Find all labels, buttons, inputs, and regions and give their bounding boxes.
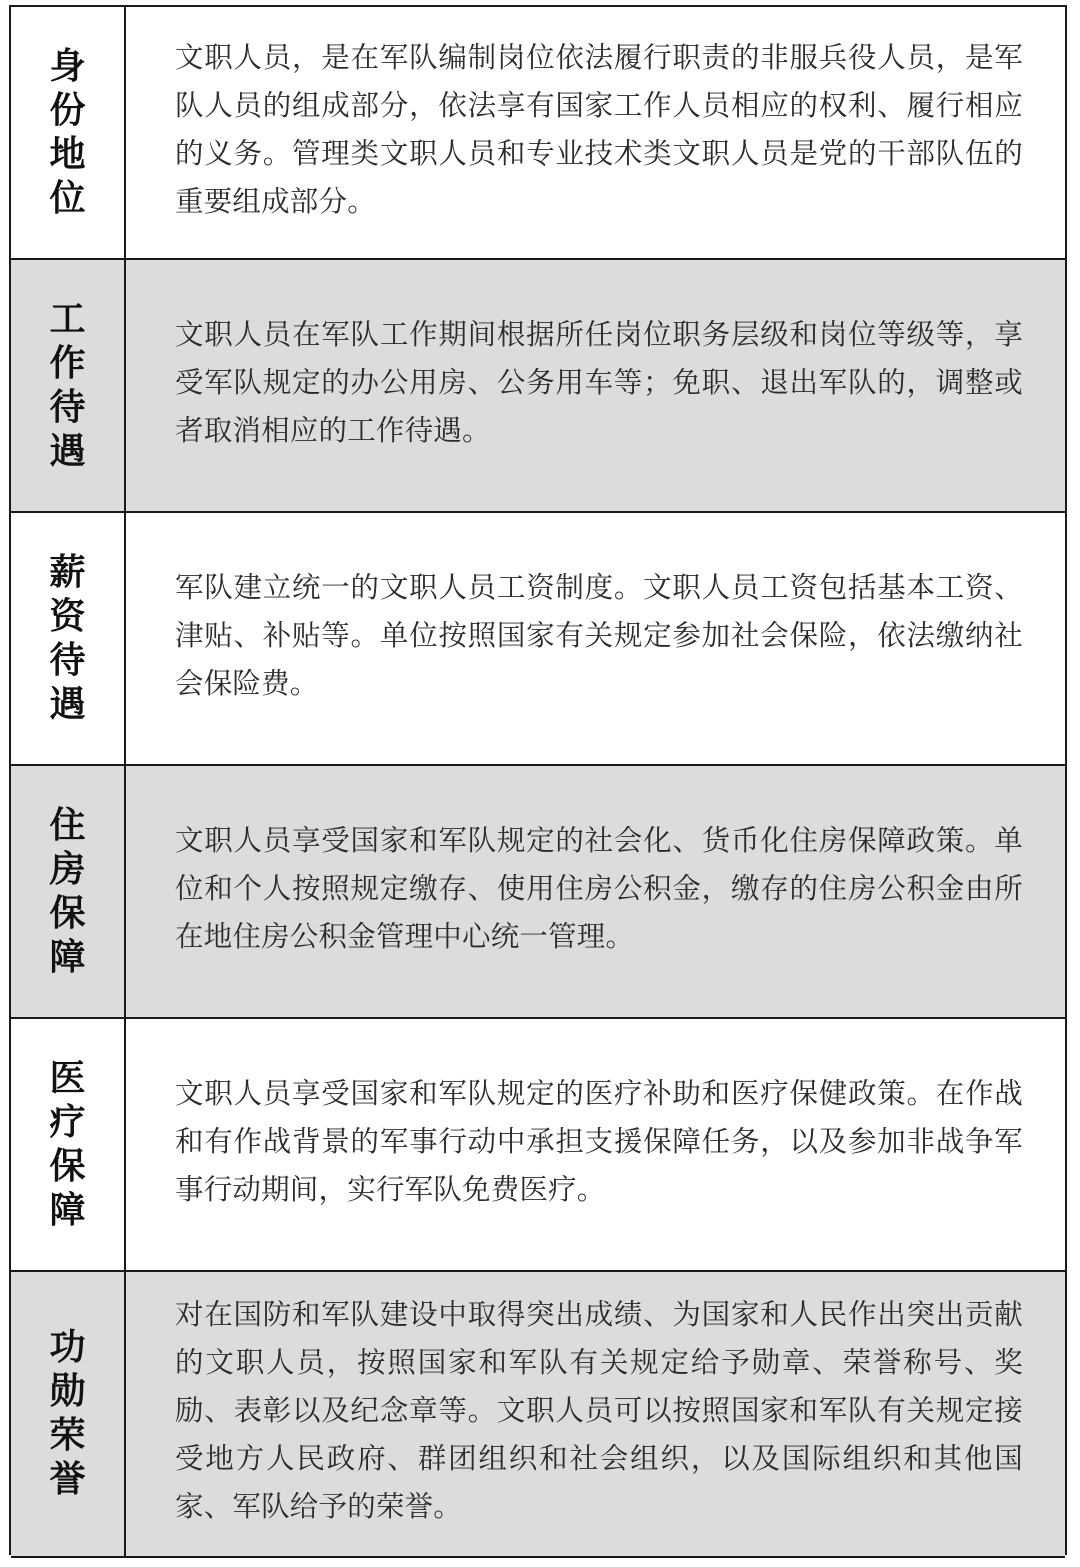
row-content-cell	[126, 513, 1065, 764]
row-label-cell	[11, 1019, 126, 1270]
row-content: 对在国防和军队建设中取得突出成绩、为国家和人民作出突出贡献的文职人员，按照国家和军队有关规定给予勋章、荣誉称号、奖励、表彰以及纪念章等。文职人员可以按照国家和军队有关规定接受地方人民政府、群团组织和社会组织，以及国际组织和其他国家、军队给予的荣誉。	[175, 1298, 1023, 1523]
row-label: 身份地位	[49, 45, 86, 219]
row-content-cell	[126, 7, 1065, 258]
table-row-work-benefits	[11, 260, 1065, 513]
row-label: 工作待遇	[49, 298, 86, 472]
row-content-cell	[126, 260, 1065, 511]
row-content-cell	[126, 766, 1065, 1017]
row-content-cell	[126, 1272, 1065, 1556]
table-row-identity	[11, 7, 1065, 260]
row-content: 文职人员享受国家和军队规定的医疗补助和医疗保健政策。在作战和有作战背景的军事行动中承担支援保障任务，以及参加非战争军事行动期间，实行军队免费医疗。	[175, 1076, 1023, 1206]
row-label-cell	[11, 513, 126, 764]
table-row-honors	[11, 1272, 1065, 1558]
row-label-cell	[11, 766, 126, 1017]
row-label: 医疗保障	[49, 1057, 86, 1231]
row-content-cell	[126, 1019, 1065, 1270]
row-label-cell	[11, 260, 126, 511]
row-content: 军队建立统一的文职人员工资制度。文职人员工资包括基本工资、津贴、补贴等。单位按照国家有关规定参加社会保险，依法缴纳社会保险费。	[175, 570, 1023, 700]
table-row-salary	[11, 513, 1065, 766]
table-row-housing	[11, 766, 1065, 1019]
row-label: 住房保障	[49, 804, 86, 978]
row-label-cell	[11, 7, 126, 258]
table-row-medical	[11, 1019, 1065, 1272]
row-content: 文职人员，是在军队编制岗位依法履行职责的非服兵役人员，是军队人员的组成部分，依法享有国家工作人员相应的权利、履行相应的义务。管理类文职人员和专业技术类文职人员是党的干部队伍的重要组成部分。	[175, 40, 1023, 218]
policy-table	[9, 5, 1067, 1555]
row-label-cell	[11, 1272, 126, 1556]
row-content: 文职人员在军队工作期间根据所任岗位职务层级和岗位等级等，享受军队规定的办公用房、公务用车等；免职、退出军队的，调整或者取消相应的工作待遇。	[175, 317, 1023, 447]
row-label: 功勋荣誉	[49, 1327, 86, 1500]
row-content: 文职人员享受国家和军队规定的社会化、货币化住房保障政策。单位和个人按照规定缴存、使用住房公积金，缴存的住房公积金由所在地住房公积金管理中心统一管理。	[175, 823, 1023, 953]
row-label: 薪资待遇	[49, 551, 86, 725]
